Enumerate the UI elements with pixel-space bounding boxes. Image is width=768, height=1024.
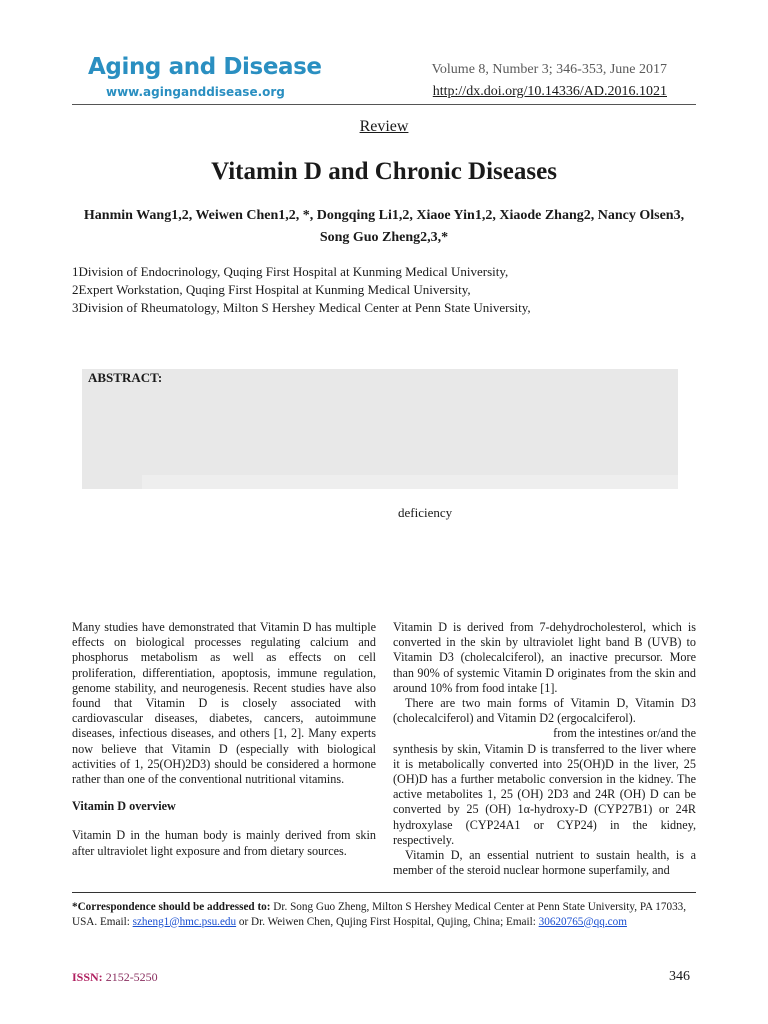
derivation-paragraph: Vitamin D is derived from 7-dehydrocholesterol, which is converted in the skin by ultraviolet light band B (UVB) to Vitamin D3 (cholecalciferol), an inactive precursor. More than 90% of systemic Vitamin D originates from the skin and around 10% from food intake [1]. (393, 620, 696, 695)
intro-paragraph: Many studies have demonstrated that Vitamin D has multiple effects on biological processes regulating calcium and phosphorus metabolism as well as effects on cell proliferation, differentiation, apoptosis, immune regulation, genome stability, and neurogenesis. Recent studies have also found that Vitamin D is closely associated with cardiovascular diseases, diabetes, cancers, autoimmune diseases, infectious diseases, and others [1, 2]. Many experts now believe that Vitamin D (especially with biological activities of 1, 25(OH)2D3) should be considered a hormone rather than one of the conventional nutritional vitamins. (72, 620, 376, 787)
section-heading: Vitamin D overview (72, 799, 176, 814)
affiliations (72, 263, 692, 317)
affiliation-2: 2Expert Workstation, Quqing First Hospital at Kunming Medical University, (72, 282, 471, 297)
body-column-right (393, 620, 696, 878)
affiliation-1: 1Division of Endocrinology, Quqing First Hospital at Kunming Medical University, (72, 264, 509, 279)
abstract-label: ABSTRACT: (88, 370, 163, 385)
nutrient-paragraph: Vitamin D, an essential nutrient to sustain health, is a member of the steroid nuclear hormone superfamily, and (393, 848, 696, 878)
page-number: 346 (669, 969, 690, 984)
abstract-box-strip (142, 475, 678, 489)
forms-text-c: synthesis by skin, Vitamin D is transferred to the liver where it is metabolically converted into 25(OH)D in the liver, 25 (OH)D has a further metabolic conversion in the kidney. The active metabolites 1, 25 (OH) 2D3 and 24R (OH) D can be converted by 25 (OH) 1α-hydroxy-D (CYP27B1) or 24R hydroxylase (CYP24A1 or CYP24) in the kidney, respectively. (393, 741, 696, 847)
footer-divider (72, 892, 696, 893)
journal-title: Aging and Disease (88, 54, 322, 80)
doi-link[interactable]: http://dx.doi.org/10.14336/AD.2016.1021 (432, 84, 667, 99)
body-column-left (72, 620, 376, 859)
journal-url[interactable]: www.aginganddisease.org (106, 85, 285, 99)
issn-label: ISSN: (72, 970, 103, 984)
abstract-box-tab (82, 475, 142, 489)
article-title: Vitamin D and Chronic Diseases (211, 158, 557, 185)
author-list (60, 205, 708, 249)
email-link-1[interactable]: szheng1@hmc.psu.edu (132, 915, 237, 928)
affiliation-3: 3Division of Rheumatology, Milton S Hershey Medical Center at Penn State University, (72, 300, 531, 315)
header-divider (72, 104, 696, 105)
correspondence-text-2: or Dr. Weiwen Chen, Qujing First Hospital, Qujing, China; Email: (236, 915, 539, 928)
volume-info: Volume 8, Number 3; 346-353, June 2017 (431, 62, 667, 77)
overview-paragraph: Vitamin D in the human body is mainly derived from skin after ultraviolet light exposure and from dietary sources. (72, 828, 376, 858)
issn-value: 2152-5250 (102, 970, 158, 984)
article-type-label: Review (359, 118, 409, 135)
author-line-1: Hanmin Wang1,2, Weiwen Chen1,2, *, Dongqing Li1,2, Xiaoe Yin1,2, Xiaode Zhang2, Nancy Olsen3, (83, 208, 685, 223)
forms-text-b: from the intestines or/and the (553, 726, 696, 741)
forms-paragraph (393, 696, 696, 848)
correspondence-label: *Correspondence should be addressed to: (72, 901, 271, 913)
issn (72, 970, 158, 985)
author-line-2: Song Guo Zheng2,3,* (319, 230, 449, 245)
email-link-2[interactable]: 30620765@qq.com (538, 915, 627, 928)
abstract-box (82, 369, 678, 475)
keyword-fragment: deficiency (398, 505, 453, 520)
forms-text-a: There are two main forms of Vitamin D, Vitamin D3 (cholecalciferol) and Vitamin D2 (ergocalciferol). (393, 696, 696, 726)
correspondence-note (72, 900, 696, 929)
correspondence-text-1: Dr. Song Guo Zheng, Milton S Hershey Medical Center at Penn State University, PA 17033, USA. Email: (72, 901, 687, 928)
